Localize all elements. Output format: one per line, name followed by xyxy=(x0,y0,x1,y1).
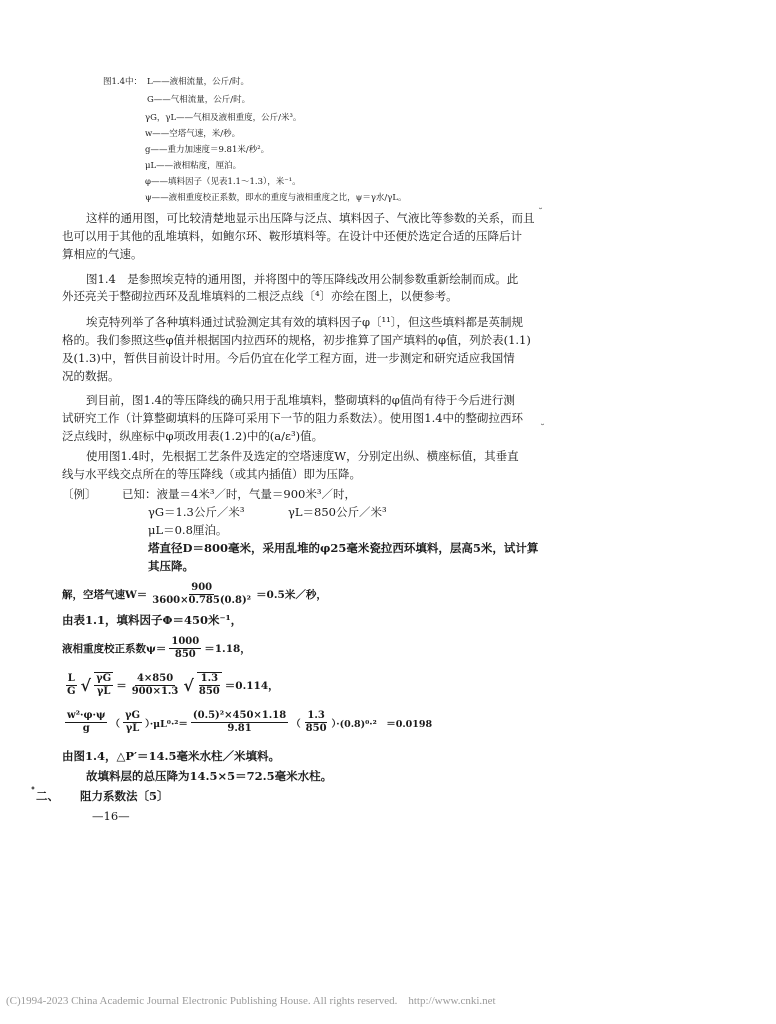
legend-line-L: L——液相流量，公斤/时。 xyxy=(147,77,250,87)
fraction-denominator: 9.81 xyxy=(227,723,252,734)
fraction-numerator: 4×850 xyxy=(136,672,174,684)
paragraph-3-line-4: 况的数据。 xyxy=(62,369,120,383)
legend-line-g: g——重力加速度＝9.81米/秒²。 xyxy=(145,145,270,155)
margin-mark: • xyxy=(30,784,36,795)
packing-factor-line: 由表1.1，填料因子Φ＝450米⁻¹， xyxy=(62,613,243,627)
paragraph-3-line-3: 及(1.3)中，暂供目前设计时用。今后仍宜在化学工程方面，进一步测定和研究适应我国情 xyxy=(62,351,515,365)
legend-intro: 图1.4中： xyxy=(103,77,143,87)
formula-psi-prefix: 液相重度校正系数ψ＝ xyxy=(62,643,167,655)
fraction-numerator: 1.3 xyxy=(200,673,219,684)
formula-psi-result: ＝1.18， xyxy=(204,643,251,655)
paragraph-3-line-2: 格的。我们参照这些φ值并根据国内拉西环的规格，初步推算了国产填料的φ值，列於表(1.1) xyxy=(62,333,531,347)
formula-ordinate-mu: ）·μL⁰·²＝ xyxy=(145,718,188,730)
legend-line-phi: φ——填料因子（见表1.1～1.3），米⁻¹。 xyxy=(145,177,301,187)
legend-line-psi: ψ——液相重度校正系数，即水的重度与液相重度之比，ψ＝γ水/γL。 xyxy=(145,193,407,203)
formula-abscissa-equals: ＝ xyxy=(116,679,127,692)
fraction-numerator: γG xyxy=(124,710,141,721)
fraction-numerator: γG xyxy=(96,673,112,684)
fraction-denominator: 850 xyxy=(174,649,196,660)
margin-mark: ˘ xyxy=(538,208,543,219)
legend-line-G: G——气相流量，公斤/时。 xyxy=(147,95,251,105)
fraction-denominator: 850 xyxy=(305,723,327,734)
margin-mark: ˘ xyxy=(540,424,545,435)
fraction-ordinate-values xyxy=(191,710,288,735)
example-mu-l: μL＝0.8厘泊。 xyxy=(148,523,228,537)
fraction-gamma-ratio xyxy=(94,672,113,698)
example-tower-line-2: 其压降。 xyxy=(148,559,194,573)
example-gamma-l: γL＝850公斤／米³ xyxy=(288,505,387,519)
formula-ordinate xyxy=(62,710,432,735)
paragraph-3-line-1: 埃克特列举了各种填料通过试验测定其有效的填料因子φ〔¹¹〕，但这些填料都是英制规 xyxy=(86,315,524,329)
sqrt-sign: √ xyxy=(183,675,194,695)
example-gamma-g: γG＝1.3公斤／米³ xyxy=(148,505,245,519)
fraction-gamma-ratio-2 xyxy=(123,710,142,735)
fraction-denominator: g xyxy=(82,723,90,734)
section-number: 二、 xyxy=(36,789,59,803)
paragraph-1-line-2: 也可以用于其他的乱堆填料，如鲍尔环、鞍形填料等。在设计中还便於选定合适的压降后计 xyxy=(62,229,522,243)
fraction-air-velocity xyxy=(150,582,253,607)
paragraph-4-line-2: 试研究工作（计算整砌填料的压降可采用下一节的阻力系数法）。使用图1.4中的整砌拉西环 xyxy=(62,411,524,425)
fraction-denominator: 850 xyxy=(198,686,220,697)
fraction-l-over-g xyxy=(65,673,78,698)
footer-copyright: (C)1994-2023 China Academic Journal Electronic Publishing House. All rights reserved. http://www.cnki.net xyxy=(6,995,496,1007)
legend-line-gamma: γG，γL——气相及液相重度，公斤/米³。 xyxy=(145,113,302,123)
formula-air-velocity-result: ＝0.5米／秒， xyxy=(256,589,327,601)
open-paren: （ xyxy=(291,718,301,730)
fraction-numerator: 900 xyxy=(191,582,213,593)
fraction-numerator: L xyxy=(67,672,75,684)
formula-psi xyxy=(62,636,251,661)
example-tower-line-1: 塔直径D＝800毫米，采用乱堆的φ25毫米瓷拉西环填料，层高5米，试计算 xyxy=(148,541,539,555)
paragraph-1-line-1: 这样的通用图，可比较清楚地显示出压降与泛点、填料因子、气液比等参数的关系，而且 xyxy=(86,211,535,225)
fraction-numerator: 1.3 xyxy=(307,710,325,721)
fraction-flow-ratio xyxy=(130,673,181,698)
fraction-density-values xyxy=(304,710,329,735)
paragraph-5-line-1: 使用图1.4时，先根据工艺条件及选定的空塔速度W，分别定出纵、横座标值，其垂直 xyxy=(86,449,519,463)
formula-ordinate-tail: ）·(0.8)⁰·² ＝0.0198 xyxy=(331,718,433,730)
legend-line-w: w——空塔气速，米/秒。 xyxy=(145,129,241,139)
total-pressure-drop-line: 故填料层的总压降为14.5×5＝72.5毫米水柱。 xyxy=(86,769,333,783)
formula-air-velocity-prefix: 解，空塔气速W＝ xyxy=(62,589,148,601)
formula-abscissa-result: ＝0.114， xyxy=(224,679,279,692)
fraction-denominator: γL xyxy=(96,686,111,697)
paragraph-4-line-3: 泛点线时，纵座标中φ项改用表(1.2)中的(a/ε³)值。 xyxy=(62,429,324,443)
legend-line-mu: μL——液相粘度，厘泊。 xyxy=(145,161,242,171)
paragraph-5-line-2: 线与水平线交点所在的等压降线（或其内插值）即为压降。 xyxy=(62,467,361,481)
open-paren: （ xyxy=(110,718,120,730)
formula-abscissa xyxy=(62,672,279,698)
fraction-denominator: 3600×0.785(0.8)² xyxy=(152,595,252,606)
fraction-denominator: 900×1.3 xyxy=(131,685,179,697)
paragraph-2-line-1: 图1.4 是参照埃克特的通用图，并将图中的等压降线改用公制参数重新绘制而成。此 xyxy=(86,272,519,286)
paragraph-4-line-1: 到目前，图1.4的等压降线的确只用于乱堆填料，整砌填料的φ值尚有待于今后进行测 xyxy=(86,393,515,407)
fraction-numerator: (0.5)²×450×1.18 xyxy=(192,710,287,721)
page-number: —16— xyxy=(92,809,130,823)
example-given: 已知：液量＝4米³／时，气量＝900米³／时， xyxy=(122,487,356,501)
paragraph-2-line-2: 外还亮关于整砌拉西环及乱堆填料的二根泛点线〔⁴〕亦绘在图上，以便参考。 xyxy=(62,289,458,303)
fraction-psi xyxy=(169,636,201,661)
example-label: 〔例〕 xyxy=(62,487,97,501)
section-title: 阻力系数法〔5〕 xyxy=(80,789,169,803)
fraction-ordinate-term xyxy=(65,710,107,735)
formula-air-velocity xyxy=(62,582,327,607)
sqrt-sign: √ xyxy=(80,675,92,695)
fraction-denominator: G xyxy=(67,685,76,697)
pressure-drop-line: 由图1.4，△P′＝14.5毫米水柱／米填料。 xyxy=(62,749,281,763)
paragraph-1-line-3: 算相应的气速。 xyxy=(62,247,143,261)
fraction-numerator: 1000 xyxy=(171,636,200,647)
fraction-numerator: w²·φ·ψ xyxy=(67,710,106,721)
fraction-density-ratio xyxy=(197,672,222,698)
fraction-denominator: γL xyxy=(125,723,140,734)
